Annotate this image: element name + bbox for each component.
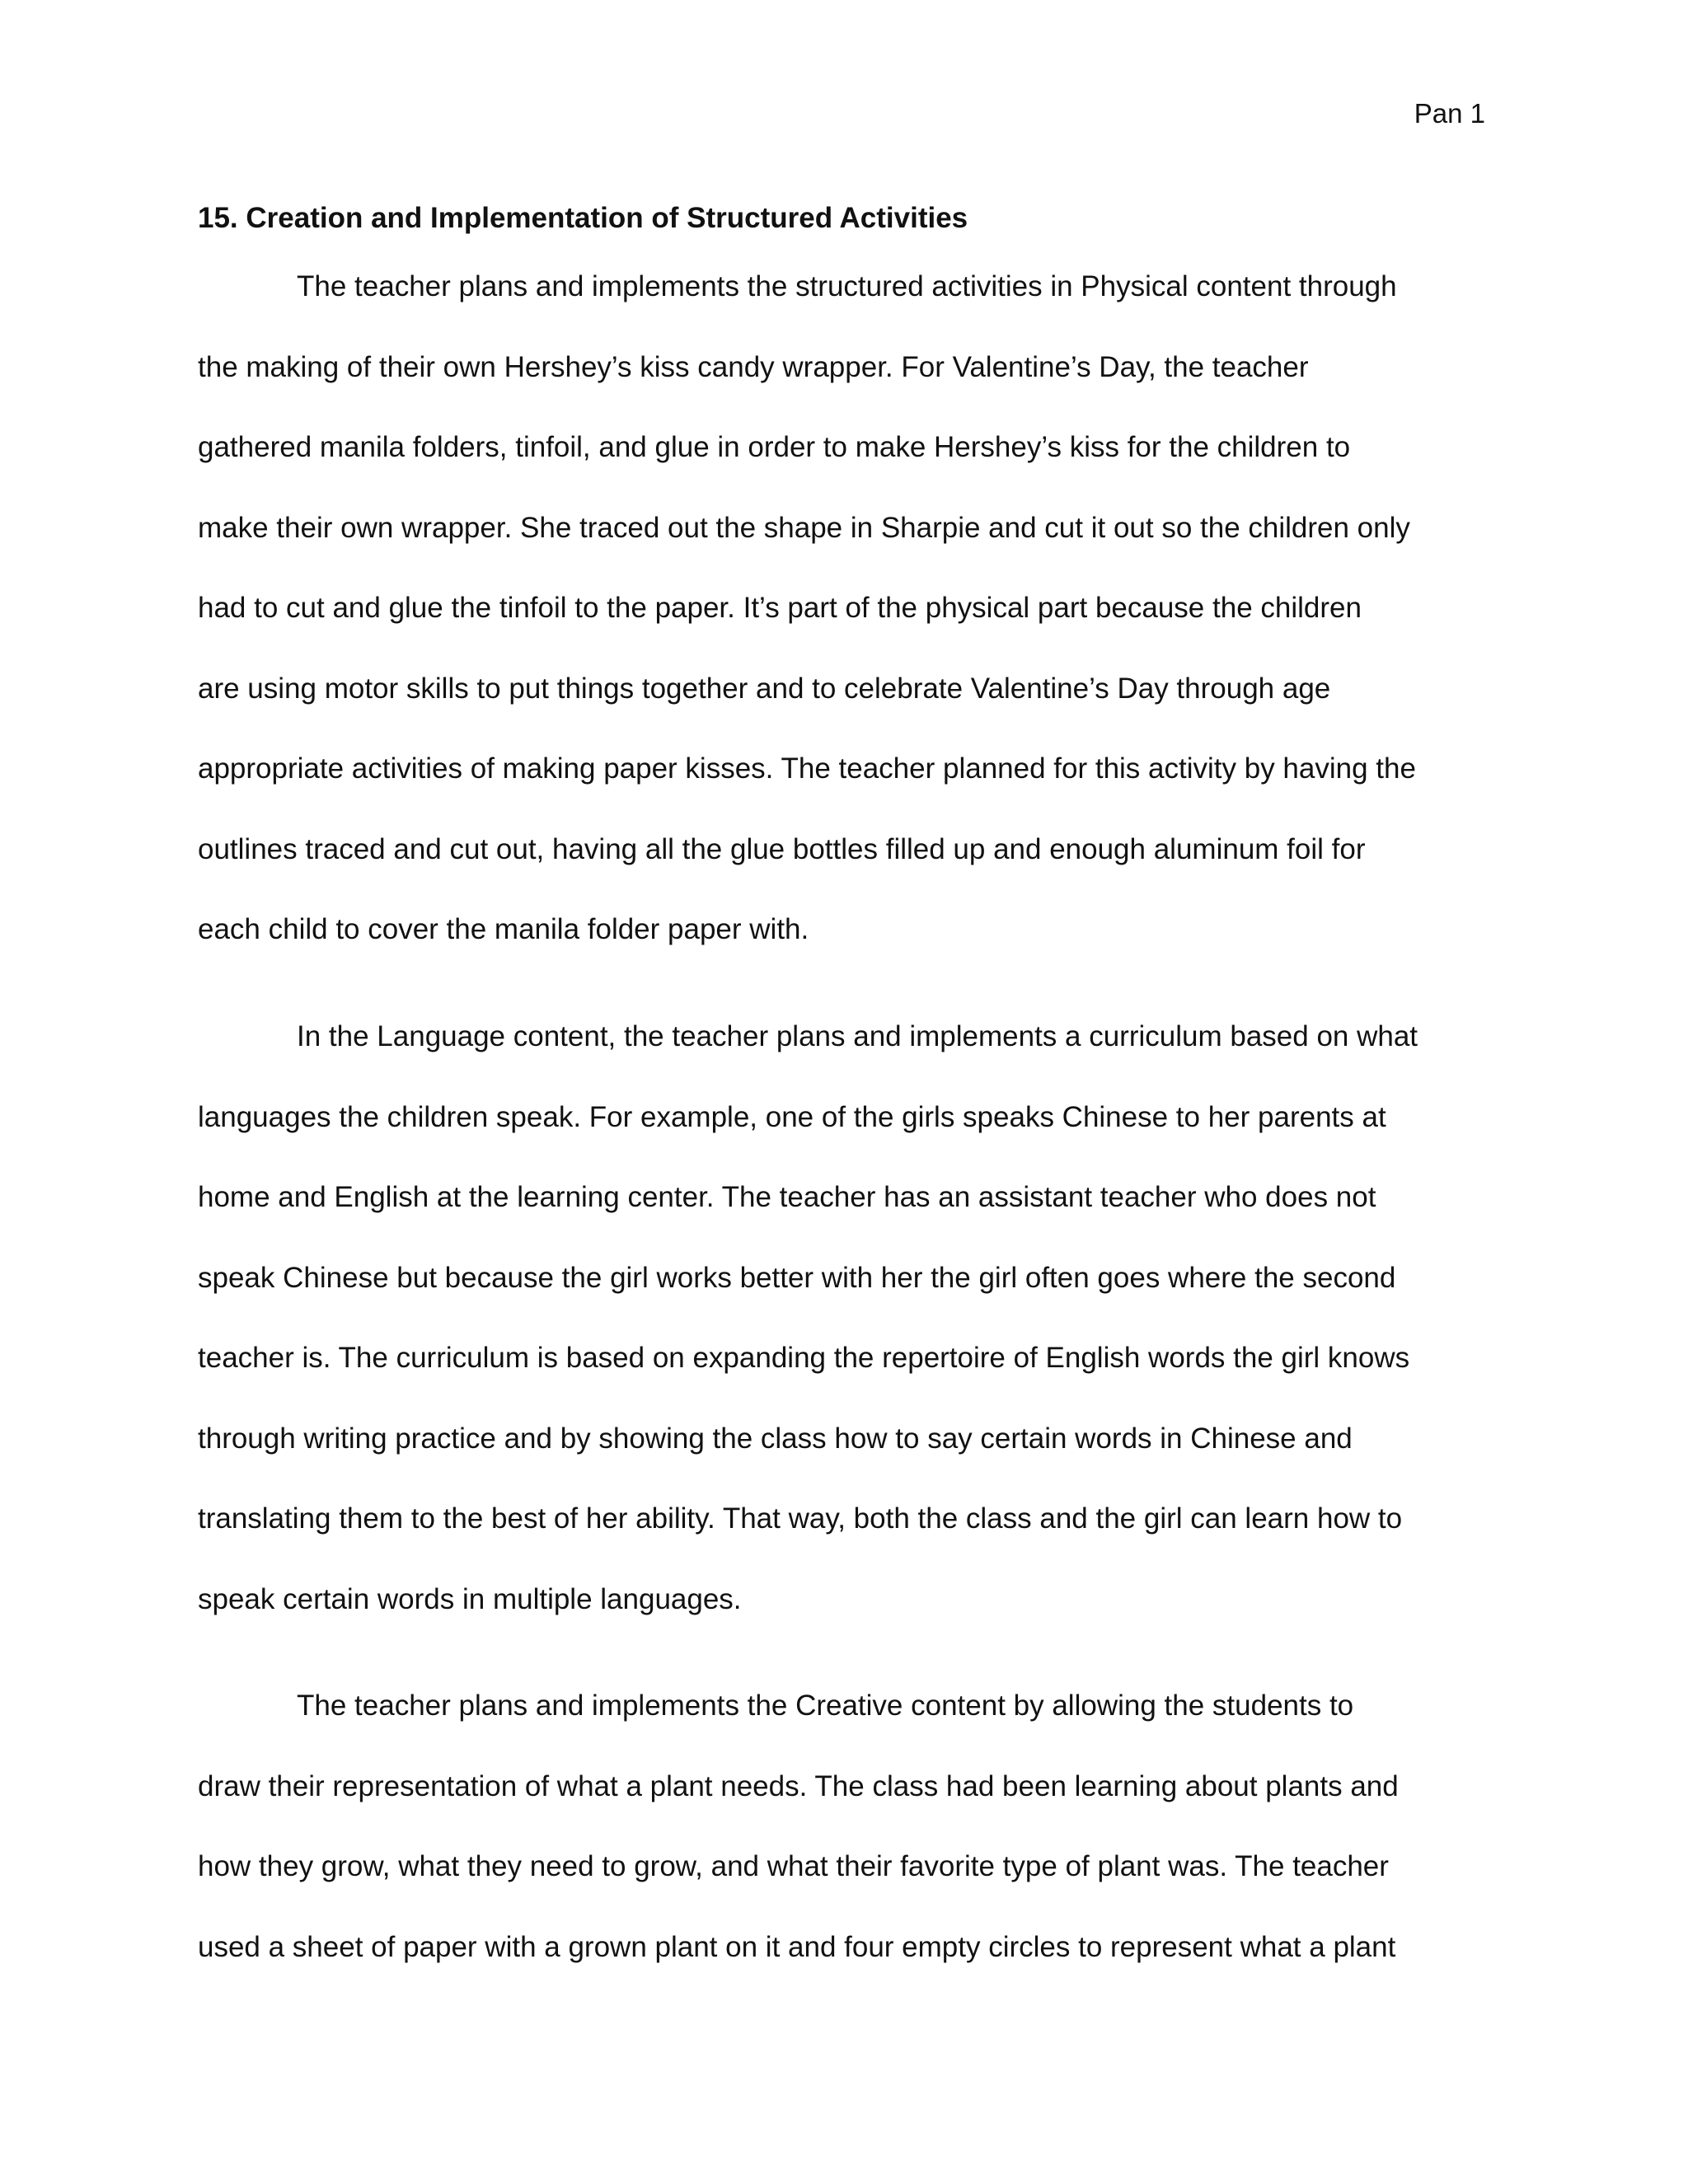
paragraph-line: speak Chinese but because the girl works better with her the girl often goes where the second [198, 1261, 1396, 1294]
paragraph-line: draw their representation of what a plant needs. The class had been learning about plants and [198, 1769, 1399, 1802]
paragraph-line: used a sheet of paper with a grown plant on it and four empty circles to represent what a plant [198, 1930, 1396, 1963]
paragraph-line: outlines traced and cut out, having all the glue bottles filled up and enough aluminum foil for [198, 832, 1366, 865]
paragraph-line: appropriate activities of making paper kisses. The teacher planned for this activity by having the [198, 752, 1416, 785]
paragraph-physical-content [198, 269, 1500, 992]
paragraph-line: home and English at the learning center. The teacher has an assistant teacher who does not [198, 1181, 1376, 1213]
paragraph-line: make their own wrapper. She traced out the shape in Sharpie and cut it out so the children only [198, 511, 1410, 544]
paragraph-line: the making of their own Hershey’s kiss candy wrapper. For Valentine’s Day, the teacher [198, 350, 1309, 383]
paragraph-language-content [198, 1019, 1500, 1661]
paragraph-line: teacher is. The curriculum is based on expanding the repertoire of English words the girl knows [198, 1342, 1410, 1374]
paragraph-line: how they grow, what they need to grow, and what their favorite type of plant was. The teacher [198, 1850, 1389, 1882]
section-title: 15. Creation and Implementation of Structured Activities [198, 202, 968, 234]
page-header: Pan 1 [1414, 98, 1485, 129]
paragraph-line: In the Language content, the teacher plans and implements a curriculum based on what [297, 1020, 1418, 1052]
paragraph-line: speak certain words in multiple languages. [198, 1582, 742, 1615]
paragraph-line: The teacher plans and implements the Creative content by allowing the students to [297, 1690, 1354, 1722]
paragraph-creative-content [198, 1688, 1500, 2009]
paragraph-line: The teacher plans and implements the structured activities in Physical content through [297, 270, 1397, 302]
paragraph-line: are using motor skills to put things together and to celebrate Valentine’s Day through age [198, 672, 1331, 705]
paragraph-line: through writing practice and by showing the class how to say certain words in Chinese and [198, 1422, 1353, 1455]
paragraph-line: gathered manila folders, tinfoil, and glue in order to make Hershey’s kiss for the children to [198, 431, 1351, 463]
paragraph-line: had to cut and glue the tinfoil to the paper. It’s part of the physical part because the children [198, 592, 1362, 624]
paragraph-line: translating them to the best of her ability. That way, both the class and the girl can learn how to [198, 1502, 1403, 1535]
paragraph-line: each child to cover the manila folder paper with. [198, 913, 809, 945]
paragraph-line: languages the children speak. For example, one of the girls speaks Chinese to her parents at [198, 1100, 1386, 1133]
